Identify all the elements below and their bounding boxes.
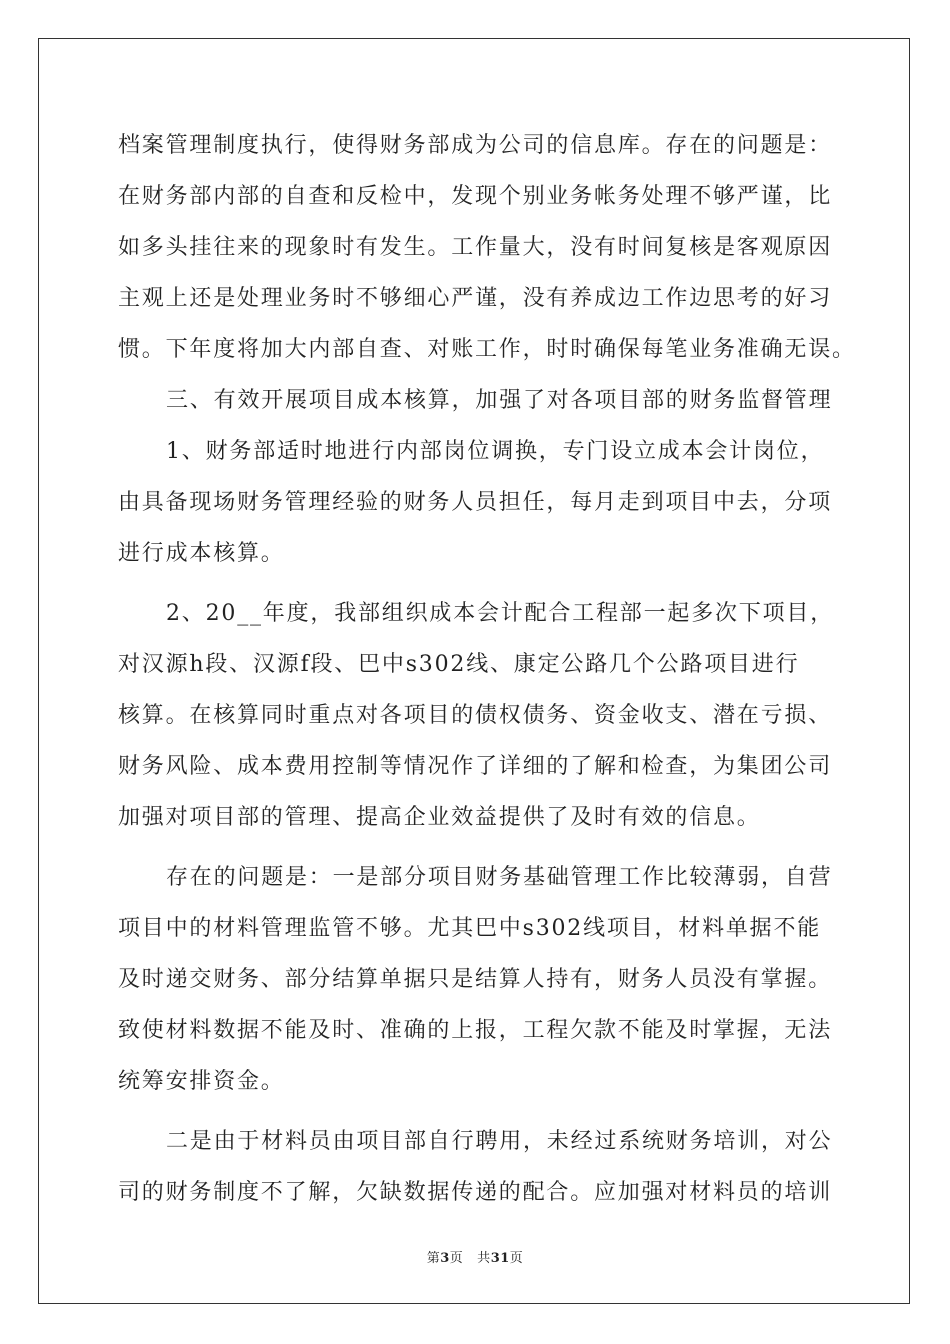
paragraph-line: 加强对项目部的管理、提高企业效益提供了及时有效的信息。 xyxy=(118,805,761,830)
paragraph-gap xyxy=(118,1113,838,1122)
page-number: 3 xyxy=(440,1251,450,1266)
total-pages: 31 xyxy=(490,1251,510,1266)
paragraph-line: 如多头挂往来的现象时有发生。工作量大，没有时间复核是客观原因 xyxy=(118,235,833,260)
total-prefix: 共 xyxy=(477,1251,491,1266)
paragraph-line: 1、财务部适时地进行内部岗位调换，专门设立成本会计岗位， xyxy=(166,439,825,464)
paragraph-gap xyxy=(118,849,838,858)
paragraph-line: 惯。下年度将加大内部自查、对账工作，时时确保每笔业务准确无误。 xyxy=(118,337,856,362)
paragraph-line: 统筹安排资金。 xyxy=(118,1069,285,1094)
document-body xyxy=(118,126,856,1224)
paragraph-line: 二是由于材料员由项目部自行聘用，未经过系统财务培训，对公 xyxy=(166,1129,833,1154)
page-suffix: 页 xyxy=(449,1251,464,1266)
paragraph-gap xyxy=(118,585,838,594)
paragraph-line: 致使材料数据不能及时、准确的上报，工程欠款不能及时掌握，无法 xyxy=(118,1018,833,1043)
paragraph-line: 及时递交财务、部分结算单据只是结算人持有，财务人员没有掌握。 xyxy=(118,967,833,992)
section-heading: 三、有效开展项目成本核算，加强了对各项目部的财务监督管理 xyxy=(166,388,833,413)
paragraph-line: 2、20__年度，我部组织成本会计配合工程部一起多次下项目， xyxy=(166,601,834,626)
total-suffix: 页 xyxy=(509,1251,524,1266)
paragraph-line: 由具备现场财务管理经验的财务人员担任，每月走到项目中去，分项 xyxy=(118,490,833,515)
paragraph-line: 主观上还是处理业务时不够细心严谨，没有养成边工作边思考的好习 xyxy=(118,286,833,311)
paragraph-line: 进行成本核算。 xyxy=(118,541,285,566)
paragraph-line: 核算。在核算同时重点对各项目的债权债务、资金收支、潜在亏损、 xyxy=(118,703,833,728)
paragraph-line: 项目中的材料管理监管不够。尤其巴中s302线项目，材料单据不能 xyxy=(118,916,822,941)
paragraph-line: 存在的问题是：一是部分项目财务基础管理工作比较薄弱，自营 xyxy=(166,865,833,890)
paragraph-line: 对汉源h段、汉源f段、巴中s302线、康定公路几个公路项目进行 xyxy=(118,652,800,677)
paragraph-line: 财务风险、成本费用控制等情况作了详细的了解和检查，为集团公司 xyxy=(118,754,833,779)
paragraph-line: 在财务部内部的自查和反检中，发现个别业务帐务处理不够严谨，比 xyxy=(118,184,833,209)
page-footer xyxy=(0,1247,950,1266)
paragraph-line: 档案管理制度执行，使得财务部成为公司的信息库。存在的问题是： xyxy=(118,133,833,158)
paragraph-line: 司的财务制度不了解，欠缺数据传递的配合。应加强对材料员的培训 xyxy=(118,1180,833,1205)
page-prefix: 第 xyxy=(426,1251,441,1266)
